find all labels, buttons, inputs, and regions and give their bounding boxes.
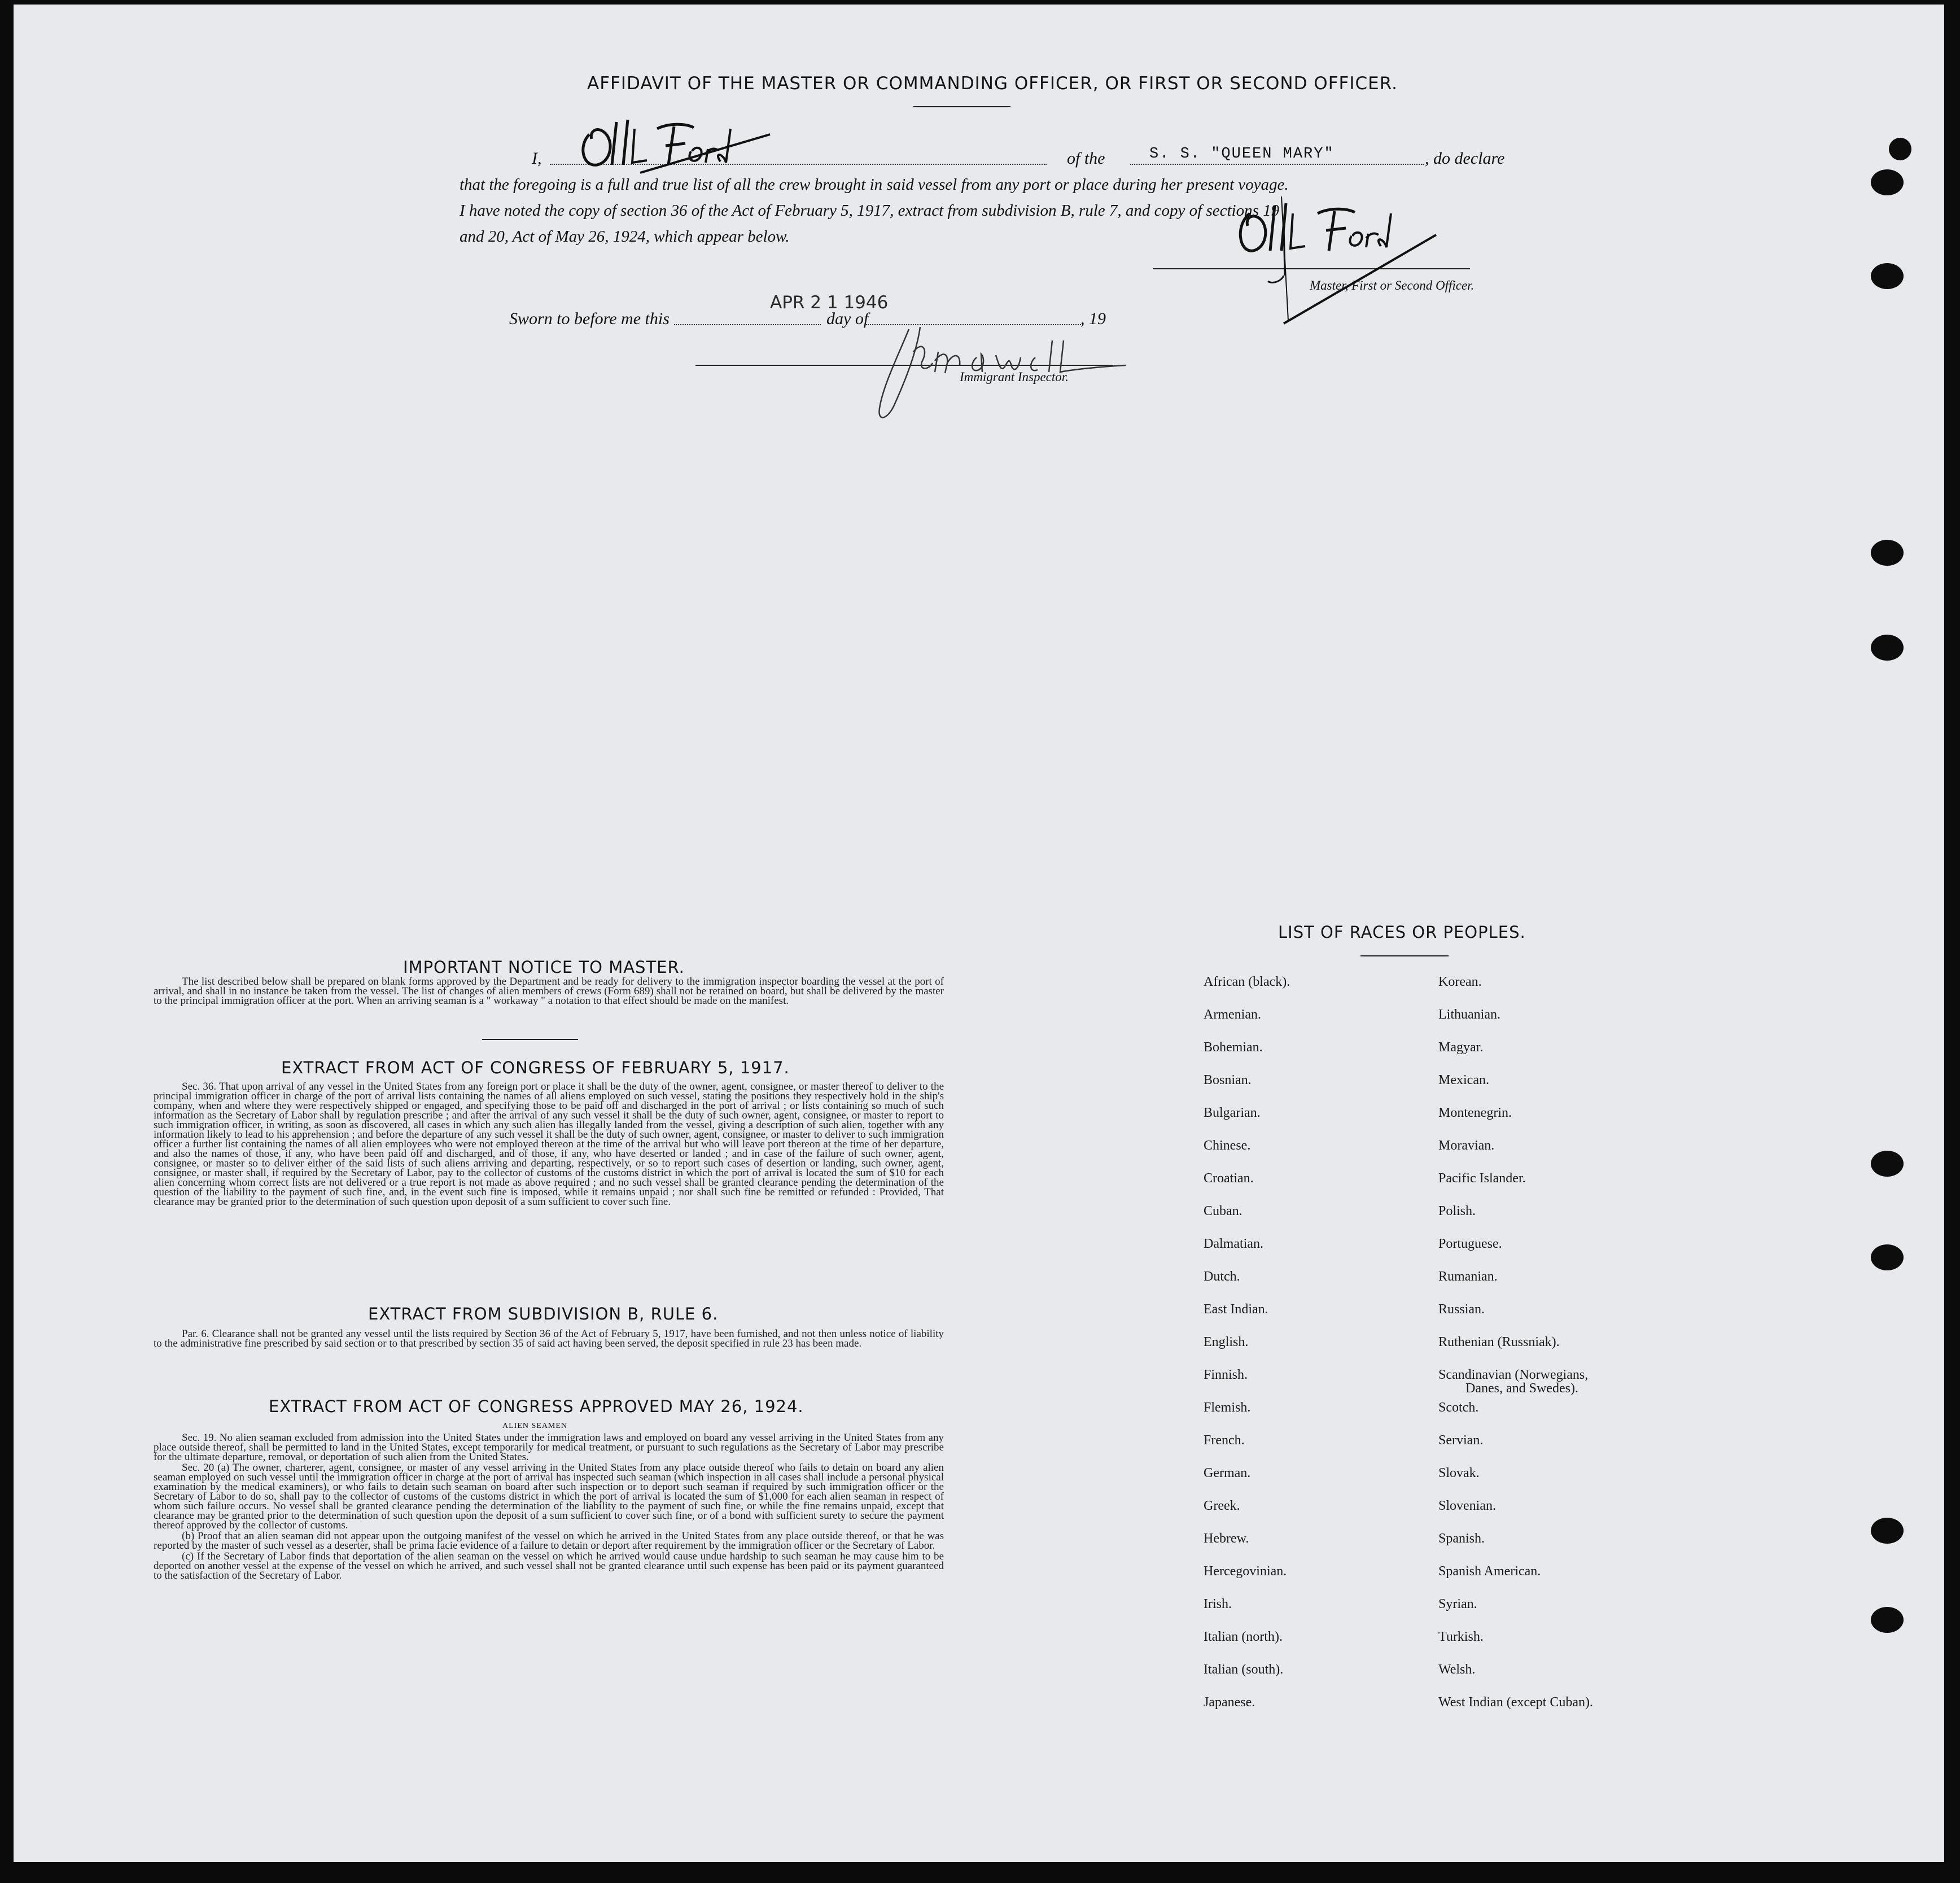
race-item: Hercegovinian. bbox=[1204, 1564, 1287, 1579]
race-item: Ruthenian (Russniak). bbox=[1438, 1335, 1560, 1349]
extract-1924-body bbox=[154, 1433, 944, 1581]
race-item: English. bbox=[1204, 1335, 1249, 1349]
race-item: Dalmatian. bbox=[1204, 1237, 1263, 1251]
year-label: , 19 bbox=[1080, 309, 1106, 328]
race-item: Dutch. bbox=[1204, 1269, 1240, 1284]
rule-6-title: EXTRACT FROM SUBDIVISION B, RULE 6. bbox=[368, 1304, 719, 1323]
race-item: German. bbox=[1204, 1466, 1251, 1480]
race-item: Slovak. bbox=[1438, 1466, 1480, 1480]
sworn-blank bbox=[674, 324, 821, 325]
master-caption: Master, First or Second Officer. bbox=[1310, 278, 1475, 292]
race-item: Polish. bbox=[1438, 1204, 1476, 1218]
punch-hole bbox=[1871, 1244, 1904, 1270]
vessel-blank bbox=[1130, 164, 1424, 165]
race-item: Servian. bbox=[1438, 1433, 1484, 1448]
vessel-name: S. S. "QUEEN MARY" bbox=[1149, 146, 1335, 163]
extract-1924-sec19: Sec. 19. No alien seaman excluded from admission into the United States under the immigration laws and employed on board any vessel arriving in the United States from any place outside thereof, shall be permitted to land in the United States, except temporarily for medical treatment, or pursuant to such regulations as the Secretary of Labor may prescribe for the ultimate departure, removal, or deportation of such alien from the United States. bbox=[154, 1432, 944, 1463]
race-item: Turkish. bbox=[1438, 1629, 1484, 1644]
affidavit-i-label: I, bbox=[532, 149, 542, 168]
inspector-caption: Immigrant Inspector. bbox=[960, 370, 1069, 384]
race-item: Bohemian. bbox=[1204, 1040, 1263, 1055]
races-title: LIST OF RACES OR PEOPLES. bbox=[1278, 923, 1526, 942]
race-item: Bulgarian. bbox=[1204, 1106, 1261, 1120]
punch-hole bbox=[1871, 540, 1904, 566]
race-item: Magyar. bbox=[1438, 1040, 1484, 1055]
master-signature-top bbox=[572, 106, 787, 180]
races-divider bbox=[1360, 955, 1449, 956]
race-item: Bosnian. bbox=[1204, 1073, 1252, 1087]
punch-hole bbox=[1871, 1151, 1904, 1177]
race-item: Rumanian. bbox=[1438, 1269, 1498, 1284]
race-item: Montenegrin. bbox=[1438, 1106, 1512, 1120]
extract-1924-title: EXTRACT FROM ACT OF CONGRESS APPROVED MAY 26, 1924. bbox=[269, 1397, 804, 1416]
extract-1924-sec20a: Sec. 20 (a) The owner, charterer, agent, consignee, or master of any vessel arriving in the United States from any place outside thereof who fails to detain on board any alien seaman employed on such vessel until the immigration officer in charge at the port of arrival has inspected such seaman (which inspection in all cases shall include a personal physical examination by the medical examiners), or who fails to detain such seaman on board after such inspection or to deport such seaman if required by such immigration officer or the Secretary of Labor to do so, shall pay to the collector of customs of the customs district in which the port of arrival is located the sum of $1,000 for each alien seaman in respect of whom such failure occurs. No vessel shall be granted clearance pending the determination of the liability to the payment of such fine, or while the fine remains unpaid, except that clearance may be granted prior to the determination of such question upon the deposit of a sum sufficient to cover such fine, or of a bond with sufficient surety to secure the payment thereof approved by the collector of customs. bbox=[154, 1462, 944, 1531]
punch-hole bbox=[1871, 1607, 1904, 1633]
race-item: East Indian. bbox=[1204, 1302, 1268, 1317]
race-item: Greek. bbox=[1204, 1498, 1240, 1513]
race-item: Russian. bbox=[1438, 1302, 1485, 1317]
sworn-label: Sworn to before me this bbox=[509, 309, 670, 328]
race-item: Danes, and Swedes). bbox=[1465, 1381, 1578, 1396]
race-item: Slovenian. bbox=[1438, 1498, 1496, 1513]
punch-hole bbox=[1871, 169, 1904, 195]
extract-1917-title: EXTRACT FROM ACT OF CONGRESS OF FEBRUARY 5, 1917. bbox=[281, 1058, 790, 1077]
race-item: Welsh. bbox=[1438, 1662, 1476, 1677]
punch-hole bbox=[1871, 635, 1904, 661]
alien-seamen-subtitle: ALIEN SEAMEN bbox=[502, 1422, 568, 1430]
inspector-signature bbox=[866, 318, 1137, 425]
race-item: Spanish American. bbox=[1438, 1564, 1541, 1579]
affidavit-line-4: and 20, Act of May 26, 1924, which appear below. bbox=[460, 228, 790, 246]
notice-paragraph: The list described below shall be prepared on blank forms approved by the Department and be ready for delivery to the immigration inspector boarding the vessel at the port of arrival, and shall in no instance be taken from the vessel. The list of changes of alien members of crews (Form 689) shall not be retained on board, but shall be delivered by the master to the principal immigration officer at the port. When an arriving seaman is a " workaway " a notation to that effect should be made on the manifest. bbox=[154, 976, 944, 1007]
race-item: Mexican. bbox=[1438, 1073, 1489, 1087]
notice-title: IMPORTANT NOTICE TO MASTER. bbox=[403, 958, 685, 977]
race-item: African (black). bbox=[1204, 975, 1290, 989]
extract-1924-sec20c: (c) If the Secretary of Labor finds that deportation of the alien seaman on the vessel on which he arrived would cause undue hardship to such seaman he may cause him to be deported on another vessel at the expense of the vessel on which he arrived, and such vessel shall not be granted clearance until such expense has been paid or its payment guaranteed to the satisfaction of the Secretary of Labor. bbox=[154, 1550, 944, 1581]
extract-1924-sec20b: (b) Proof that an alien seaman did not appear upon the outgoing manifest of the vessel on which he arrived in the United States from any place outside thereof, or that he was reported by the master of such vessel as a deserter, shall be prima facie evidence of a failure to detain or deport after requirement by the immigration officer or the Secretary of Labor. bbox=[154, 1530, 944, 1552]
race-item: Italian (south). bbox=[1204, 1662, 1284, 1677]
day-of-label: day of bbox=[826, 309, 869, 328]
race-item: Armenian. bbox=[1204, 1007, 1261, 1022]
race-item: Lithuanian. bbox=[1438, 1007, 1500, 1022]
affidavit-line-3: I have noted the copy of section 36 of the Act of February 5, 1917, extract from subdivision B, rule 7, and copy of sections 19 bbox=[460, 202, 1280, 220]
race-item: French. bbox=[1204, 1433, 1245, 1448]
notice-body bbox=[154, 977, 944, 1007]
notice-divider bbox=[482, 1039, 578, 1040]
date-stamp: APR 2 1 1946 bbox=[770, 292, 889, 313]
race-item: Pacific Islander. bbox=[1438, 1171, 1526, 1186]
document-page bbox=[14, 5, 1944, 1862]
race-item: Portuguese. bbox=[1438, 1237, 1502, 1251]
race-item: Croatian. bbox=[1204, 1171, 1254, 1186]
affidavit-title: AFFIDAVIT OF THE MASTER OR COMMANDING OFFICER, OR FIRST OR SECOND OFFICER. bbox=[587, 73, 1398, 94]
extract-1917-body bbox=[154, 1082, 944, 1208]
of-the-label: of the bbox=[1067, 149, 1105, 168]
rule-6-body bbox=[154, 1329, 944, 1349]
rule-6-paragraph: Par. 6. Clearance shall not be granted any vessel until the lists required by Section 36 of the Act of February 5, 1917, have been furnished, and not then unless notice of liability to the administrative fine prescribed by said section or to that prescribed by section 35 of said act having been served, the deposit specified in rule 23 has been made. bbox=[154, 1328, 944, 1349]
race-item: Cuban. bbox=[1204, 1204, 1243, 1218]
race-item: Scotch. bbox=[1438, 1400, 1479, 1415]
race-item: Scandinavian (Norwegians, bbox=[1438, 1368, 1589, 1382]
race-item: Korean. bbox=[1438, 975, 1482, 989]
race-item: Finnish. bbox=[1204, 1368, 1248, 1382]
race-item: Japanese. bbox=[1204, 1695, 1255, 1710]
do-declare-label: , do declare bbox=[1425, 149, 1505, 168]
affidavit-line-2: that the foregoing is a full and true list of all the crew brought in said vessel from any port or place during her present voyage. bbox=[460, 176, 1289, 194]
race-item: Hebrew. bbox=[1204, 1531, 1249, 1546]
punch-hole bbox=[1889, 138, 1911, 160]
race-item: Syrian. bbox=[1438, 1597, 1477, 1611]
punch-hole bbox=[1871, 263, 1904, 289]
punch-hole bbox=[1871, 1518, 1904, 1544]
race-item: Spanish. bbox=[1438, 1531, 1485, 1546]
master-signature-bottom bbox=[1227, 196, 1453, 332]
race-item: Chinese. bbox=[1204, 1138, 1251, 1153]
race-item: Italian (north). bbox=[1204, 1629, 1283, 1644]
extract-1917-paragraph: Sec. 36. That upon arrival of any vessel in the United States from any foreign port or place it shall be the duty of the owner, agent, consignee, or master thereof to deliver to the principal immigration officer in charge of the port of arrival lists containing the names of all aliens employed on such vessel, stating the positions they respectively hold in the ship's company, when and where they were respectively shipped or engaged, and specifying those to be paid off and discharged in the port of arrival ; or lists containing so much of such information as the Secretary of Labor shall by regulation prescribe ; and after the arrival of any such vessel it shall be the duty of such owner, agent, consignee, or master to report to such immigration officer, in writing, as soon as discovered, all cases in which any such alien has illegally landed from the vessel, giving a description of such alien, together with any information likely to lead to his apprehension ; and before the departure of any such vessel it shall be the duty of such owner, agent, consignee, or master to deliver to such immigration officer a further list containing the names of all alien employees who were not employed thereon at the time of the arrival but who will leave port thereon at the time of her departure, and also the names of those, if any, who have been paid off and discharged, and of those, if any, who have deserted or landed ; and in case of the failure of such owner, agent, consignee, or master so to deliver either of the said lists of such aliens arriving and departing, respectively, or so to report such cases of desertion or landing, such owner, agent, consignee, or master shall, if required by the Secretary of Labor, pay to the collector of customs of the customs district in which the port of arrival is located the sum of $10 for each alien concerning whom correct lists are not delivered or a true report is not made as above required ; and no such vessel shall be granted clearance pending the determination of the question of the liability to the payment of such fine, and, in the event such fine is imposed, while it remains unpaid ; nor shall such fine be remitted or refunded : Provided, That clearance may be granted prior to the determination of such question upon deposit of a sum sufficient to cover such fine. bbox=[154, 1081, 944, 1208]
race-item: West Indian (except Cuban). bbox=[1438, 1695, 1593, 1710]
race-item: Irish. bbox=[1204, 1597, 1232, 1611]
race-item: Flemish. bbox=[1204, 1400, 1251, 1415]
title-underline bbox=[913, 106, 1010, 107]
race-item: Moravian. bbox=[1438, 1138, 1495, 1153]
